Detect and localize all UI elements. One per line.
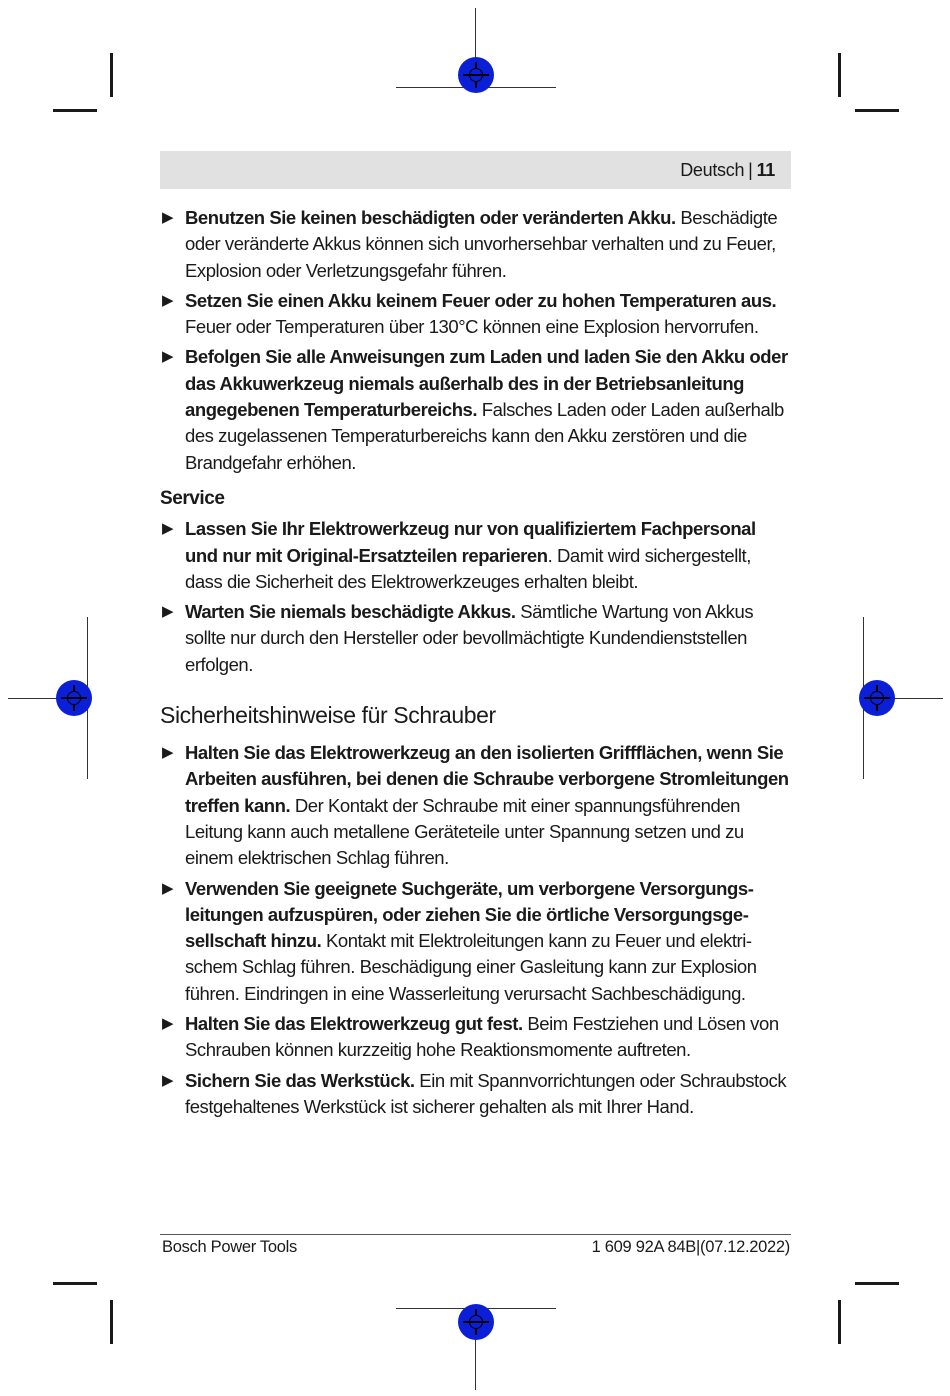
footer-doc-info bbox=[592, 1238, 790, 1257]
item-bold-text: Benutzen Sie keinen beschädigten oder veränderten Akku. bbox=[185, 207, 676, 228]
item-text: Der Kontakt der Schraube mit einer spannungsführenden Leitung kann auch metallene Geräteteile unter Spannung setzen und zu einem elektrischen Schlag führen. bbox=[185, 794, 744, 869]
bullet-arrow-icon: ▶ bbox=[162, 348, 174, 366]
item-bold-text: Sichern Sie das Werkstück. bbox=[185, 1069, 415, 1091]
item-bold-text: Warten Sie niemals beschädigte Akkus. bbox=[185, 601, 516, 623]
list-item bbox=[160, 1011, 791, 1064]
crop-mark bbox=[855, 109, 899, 112]
item-text: Ein mit Spannvorrichtungen oder Schraubstock festgehaltenes Werkstück ist sicherer gehalten als mit Ihrer Hand. bbox=[185, 1069, 787, 1117]
item-bold-text: Lassen Sie Ihr Elektrowerkzeug nur von qualifiziertem Fachpersonal und nur mit Original-Ersatzteilen reparieren bbox=[185, 518, 756, 566]
bullet-arrow-icon: ▶ bbox=[162, 603, 174, 621]
item-bold-text: Halten Sie das Elektrowerkzeug gut fest. bbox=[185, 1013, 523, 1035]
page-content bbox=[160, 205, 791, 1124]
item-text: Beim Festziehen und Lösen von Schrauben können kurzzeitig hohe Reaktionsmomente auftreten. bbox=[185, 1013, 779, 1061]
footer-separator: | bbox=[696, 1238, 701, 1256]
bullet-arrow-icon: ▶ bbox=[162, 520, 174, 538]
list-item bbox=[160, 1068, 791, 1121]
list-item bbox=[160, 740, 791, 871]
item-bold-text: Setzen Sie einen Akku keinem Feuer oder zu hohen Temperaturen aus. bbox=[185, 289, 777, 311]
page-number: 11 bbox=[756, 160, 775, 180]
crop-mark bbox=[53, 109, 97, 112]
item-bold-text: Befolgen Sie alle Anweisungen zum Laden und laden Sie den Akku oder das Akkuwerkzeug niemals außerhalb des in der Betriebsanleitung angegebenen Temperaturbereichs. bbox=[185, 346, 788, 421]
crop-mark bbox=[53, 1282, 97, 1285]
header-text bbox=[680, 160, 775, 181]
registration-mark-icon bbox=[458, 57, 494, 93]
bullet-arrow-icon: ▶ bbox=[162, 744, 174, 762]
header-separator: | bbox=[748, 160, 753, 180]
bullet-arrow-icon: ▶ bbox=[162, 291, 174, 309]
section-heading: Sicherheitshinweise für Schrauber bbox=[160, 702, 496, 729]
registration-mark-icon bbox=[859, 680, 895, 716]
item-bold-text: Verwenden Sie geeignete Suchgeräte, um verborgene Versorgungsleitungen aufzuspüren, oder ziehen Sie die örtliche Versorgungsgesellschaft hinzu. bbox=[185, 877, 754, 952]
item-bold-text: Halten Sie das Elektrowerkzeug an den isolierten Griffflächen, wenn Sie Arbeiten ausführen, bei denen die Schraube verborgene Stromleitungen treffen kann. bbox=[185, 742, 789, 816]
registration-mark-icon bbox=[56, 680, 92, 716]
crop-mark bbox=[855, 1282, 899, 1285]
page-header bbox=[160, 151, 791, 189]
list-item bbox=[160, 205, 791, 284]
bullet-arrow-icon: ▶ bbox=[162, 209, 174, 226]
item-text: Sämtliche Wartung von Akkus sollte nur durch den Hersteller oder bevollmächtigte Kundendienststellen erfolgen. bbox=[185, 601, 754, 675]
crop-mark bbox=[110, 53, 113, 97]
footer-divider bbox=[160, 1234, 791, 1235]
item-text: Feuer oder Temperaturen über 130°C können eine Explosion hervorrufen. bbox=[185, 316, 759, 338]
list-item bbox=[160, 344, 791, 475]
footer-brand: Bosch Power Tools bbox=[162, 1238, 297, 1256]
footer-doc-number: 1 609 92A 84B bbox=[591, 1238, 697, 1256]
list-item bbox=[160, 876, 791, 1007]
list-item bbox=[160, 599, 791, 678]
service-title: Service bbox=[160, 487, 225, 509]
item-text: Falsches Laden oder Laden außerhalb des zugelassenen Temperaturbereichs kann den Akku zerstören und die Brandgefahr erhöhen. bbox=[185, 399, 784, 473]
bullet-arrow-icon: ▶ bbox=[162, 1015, 174, 1033]
crop-mark bbox=[838, 53, 841, 97]
header-language: Deutsch bbox=[680, 160, 745, 180]
crop-mark bbox=[110, 1300, 113, 1344]
item-text: Beschädigte oder veränderte Akkus können sich unvorhersehbar verhalten und zu Feuer, Explosion oder Verletzungsgefahr führen. bbox=[185, 207, 778, 281]
list-item bbox=[160, 288, 791, 341]
crop-mark bbox=[838, 1300, 841, 1344]
list-item bbox=[160, 516, 791, 595]
bullet-arrow-icon: ▶ bbox=[162, 1071, 174, 1089]
footer-date: (07.12.2022) bbox=[700, 1238, 790, 1256]
item-text: Kontakt mit Elektroleitungen kann zu Feuer und elektrischem Schlag führen. Beschädigung einer Gasleitung kann zur Explosion führen. Eindringen in eine Wasserleitung verursacht Sachbeschädigung. bbox=[185, 930, 757, 1004]
registration-mark-icon bbox=[458, 1304, 494, 1340]
item-text: . Damit wird sichergestellt, dass die Sicherheit des Elektrowerkzeuges erhalten bleibt. bbox=[185, 544, 751, 592]
bullet-arrow-icon: ▶ bbox=[162, 879, 174, 897]
